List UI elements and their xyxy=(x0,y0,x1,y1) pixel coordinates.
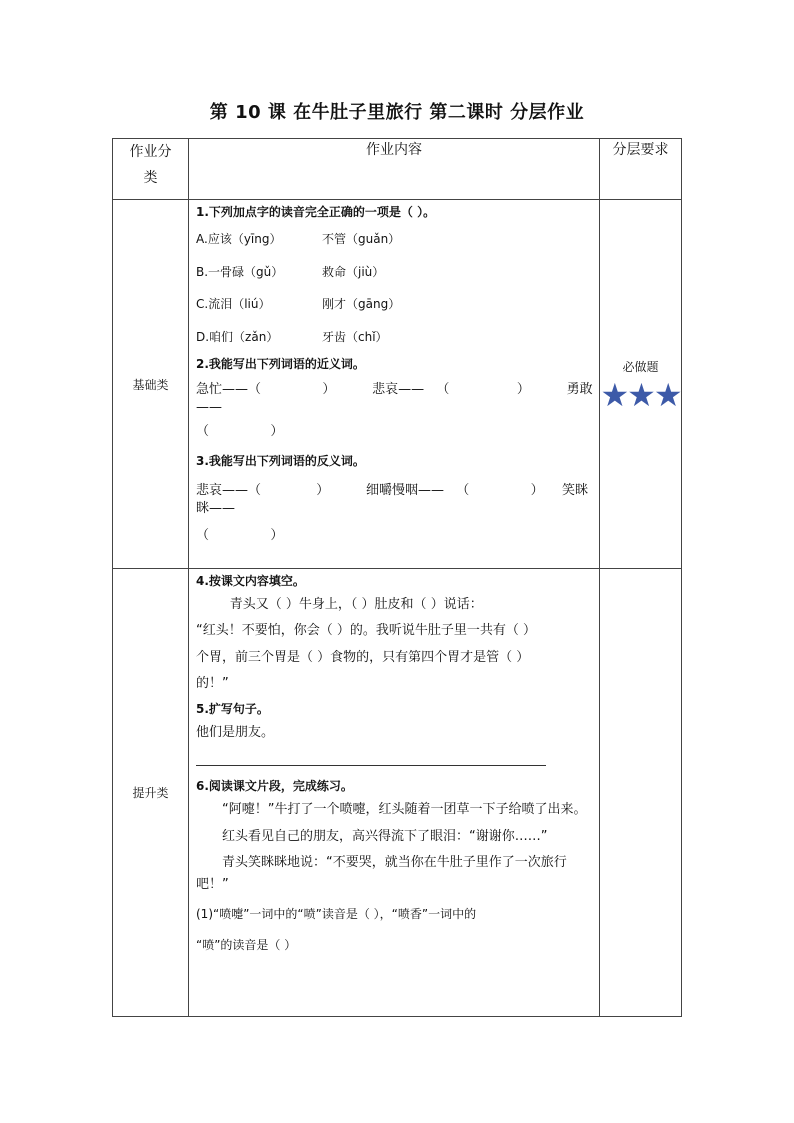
question-2: 2.我能写出下列词语的近义词。 xyxy=(196,356,365,371)
q1-option-b xyxy=(196,264,595,281)
q1-option-d-left: D.咱们（zǎn） xyxy=(196,330,279,345)
content-basic xyxy=(189,200,600,569)
q1-option-a xyxy=(196,231,595,248)
q1-option-d xyxy=(196,329,595,346)
requirement-advanced xyxy=(600,569,682,1017)
q1-option-c-right: 刚才（gāng） xyxy=(322,297,401,312)
header-category-line2: 类 xyxy=(143,170,158,186)
q3-line-1: 悲哀——（ ） 细嚼慢咽—— （ ） 笑眯眯—— xyxy=(196,483,588,517)
q6-subquestion-1-line2: “喷”的读音是（ ） xyxy=(196,937,297,952)
q6-paragraph-3: 青头笑眯眯地说：“不要哭，就当你在牛肚子里作了一次旅行吧！” xyxy=(196,854,567,893)
table-row-basic xyxy=(113,200,682,569)
star-rating-icon: ★★★ xyxy=(600,375,681,414)
q6-subquestion-1-line1: (1)“喷嚏”一词中的“喷”读音是（ ），“喷香”一词中的 xyxy=(196,906,477,921)
question-5: 5.扩写句子。 xyxy=(196,702,269,717)
q1-option-d-right: 牙齿（chǐ） xyxy=(322,330,388,345)
category-advanced: 提升类 xyxy=(113,569,189,1017)
table-row-advanced xyxy=(113,569,682,1017)
q4-line-3: 个胃，前三个胃是（ ）食物的，只有第四个胃才是管（ ） xyxy=(196,649,530,665)
header-content: 作业内容 xyxy=(189,139,600,200)
question-4: 4.按课文内容填空。 xyxy=(196,574,305,588)
answer-line xyxy=(196,764,546,766)
q2-line-2: （ ） xyxy=(196,424,284,440)
header-category-line1: 作业分 xyxy=(129,144,172,160)
q5-sentence: 他们是朋友。 xyxy=(196,725,275,741)
q2-line-1: 急忙——（ ） 悲哀—— （ ） 勇敢—— xyxy=(196,381,593,415)
q1-option-a-left: A.应该（yīng） xyxy=(196,231,282,246)
page-title: 第 10 课 在牛肚子里旅行 第二课时 分层作业 xyxy=(209,102,585,123)
question-3: 3.我能写出下列词语的反义词。 xyxy=(196,454,365,469)
q3-line-2: （ ） xyxy=(196,527,284,543)
q4-line-1: 青头又（ ）牛身上，（ ）肚皮和（ ）说话： xyxy=(229,596,483,612)
category-basic: 基础类 xyxy=(113,200,189,569)
question-6: 6.阅读课文片段，完成练习。 xyxy=(196,779,353,794)
q6-paragraph-2: 红头看见自己的朋友，高兴得流下了眼泪：“谢谢你……” xyxy=(222,828,548,844)
homework-table xyxy=(112,138,682,1017)
q1-option-c-left: C.流泪（liú） xyxy=(196,297,271,312)
requirement-label: 必做题 xyxy=(622,359,659,374)
q1-option-a-right: 不管（guǎn） xyxy=(322,231,401,246)
header-requirement: 分层要求 xyxy=(600,139,682,200)
table-header-row xyxy=(113,139,682,200)
question-1: 1.下列加点字的读音完全正确的一项是（ ）。 xyxy=(196,205,436,219)
q4-line-2: “红头！不要怕，你会（ ）的。我听说牛肚子里一共有（ ） xyxy=(196,623,536,639)
q6-paragraph-1: “阿嚏！”牛打了一个喷嚏，红头随着一团草一下子给喷了出来。 xyxy=(222,802,587,818)
header-category xyxy=(113,139,189,200)
requirement-basic xyxy=(600,200,682,569)
q1-option-c xyxy=(196,296,595,313)
content-advanced xyxy=(189,569,600,1017)
q4-line-4: 的！” xyxy=(196,675,229,691)
q1-option-b-right: 救命（jiù） xyxy=(322,264,385,279)
q1-option-b-left: B.一骨碌（gǔ） xyxy=(196,264,284,279)
